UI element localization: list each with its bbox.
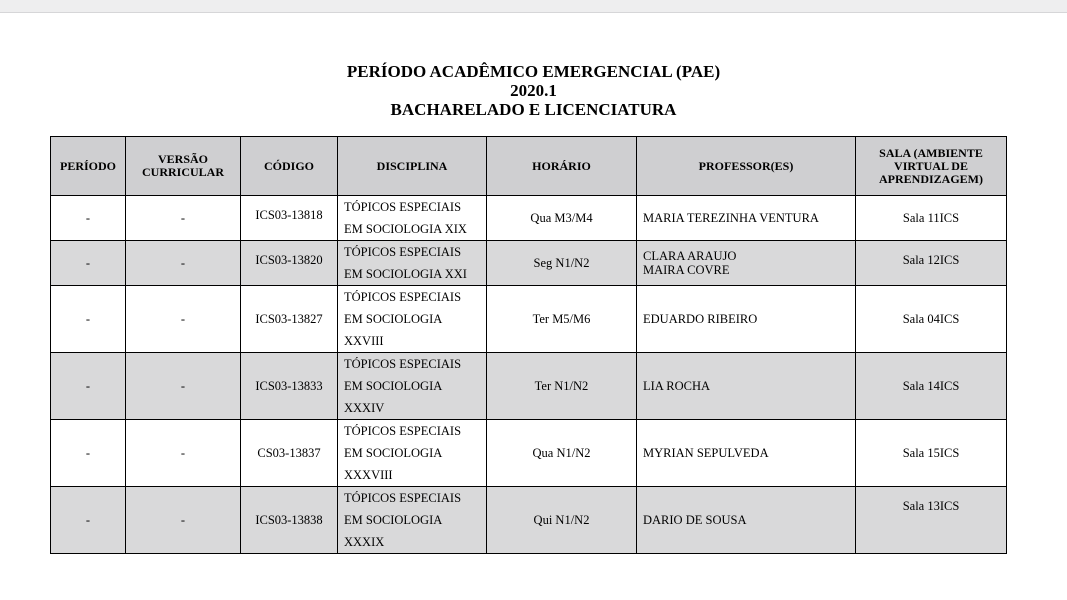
cell-professor — [637, 241, 856, 286]
cell-periodo: - — [51, 196, 126, 241]
cell-sala: Sala 11ICS — [856, 196, 1007, 241]
disciplina-line: TÓPICOS ESPECIAIS — [344, 357, 462, 371]
table-row — [51, 420, 1007, 487]
disciplina-line: XXXIX — [344, 535, 385, 549]
cell-codigo: ICS03-13838 — [241, 487, 338, 554]
disciplina-line: EM SOCIOLOGIA — [344, 379, 443, 393]
disciplina-line: EM SOCIOLOGIA — [344, 513, 443, 527]
cell-horario: Qua N1/N2 — [487, 420, 637, 487]
professor-name: MARIA TEREZINHA VENTURA — [643, 211, 819, 225]
professor-name: CLARA ARAUJO — [643, 249, 737, 263]
professor-name: DARIO DE SOUSA — [643, 513, 747, 527]
disciplina-line: TÓPICOS ESPECIAIS — [344, 200, 462, 214]
professor-name: MYRIAN SEPULVEDA — [643, 446, 769, 460]
cell-horario: Ter N1/N2 — [487, 353, 637, 420]
disciplina-line: EM SOCIOLOGIA XIX — [344, 222, 467, 236]
document-subtitle: BACHARELADO E LICENCIATURA — [390, 100, 677, 119]
document-header — [0, 62, 1067, 119]
table-row — [51, 241, 1007, 286]
professor-name: EDUARDO RIBEIRO — [643, 312, 758, 326]
cell-horario: Qua M3/M4 — [487, 196, 637, 241]
col-header-periodo: PERÍODO — [51, 137, 126, 196]
document-title: PERÍODO ACADÊMICO EMERGENCIAL (PAE) — [346, 62, 721, 81]
disciplina-line: TÓPICOS ESPECIAIS — [344, 245, 462, 259]
cell-sala: Sala 13ICS — [856, 487, 1007, 554]
cell-professor — [637, 286, 856, 353]
cell-disciplina — [338, 241, 487, 286]
cell-codigo: ICS03-13818 — [241, 196, 338, 241]
cell-sala: Sala 12ICS — [856, 241, 1007, 286]
cell-disciplina — [338, 420, 487, 487]
professor-name: MAIRA COVRE — [643, 263, 730, 277]
cell-professor — [637, 420, 856, 487]
col-header-professor: PROFESSOR(ES) — [637, 137, 856, 196]
cell-periodo: - — [51, 353, 126, 420]
col-header-sala: SALA (AMBIENTE VIRTUAL DE APRENDIZAGEM) — [856, 137, 1007, 196]
cell-versao: - — [126, 196, 241, 241]
disciplina-line: EM SOCIOLOGIA — [344, 312, 443, 326]
cell-periodo: - — [51, 286, 126, 353]
table-row — [51, 286, 1007, 353]
cell-sala: Sala 15ICS — [856, 420, 1007, 487]
cell-periodo: - — [51, 487, 126, 554]
cell-professor — [637, 353, 856, 420]
col-header-disciplina: DISCIPLINA — [338, 137, 487, 196]
document-year: 2020.1 — [510, 81, 557, 100]
cell-versao: - — [126, 420, 241, 487]
cell-codigo: ICS03-13827 — [241, 286, 338, 353]
cell-professor — [637, 196, 856, 241]
disciplina-line: EM SOCIOLOGIA — [344, 446, 443, 460]
cell-periodo: - — [51, 241, 126, 286]
cell-versao: - — [126, 487, 241, 554]
viewer-toolbar — [0, 0, 1067, 13]
cell-codigo: ICS03-13833 — [241, 353, 338, 420]
table-row — [51, 196, 1007, 241]
cell-disciplina — [338, 353, 487, 420]
table-header-row — [51, 137, 1007, 196]
cell-versao: - — [126, 353, 241, 420]
disciplina-line: XXXVIII — [344, 468, 393, 482]
cell-disciplina — [338, 487, 487, 554]
cell-horario: Seg N1/N2 — [487, 241, 637, 286]
cell-versao: - — [126, 241, 241, 286]
disciplina-line: XXXIV — [344, 401, 385, 415]
disciplina-line: TÓPICOS ESPECIAIS — [344, 424, 462, 438]
cell-codigo: CS03-13837 — [241, 420, 338, 487]
cell-disciplina — [338, 286, 487, 353]
col-header-versao: VERSÃO CURRICULAR — [126, 137, 241, 196]
disciplina-line: XXVIII — [344, 334, 384, 348]
cell-codigo: ICS03-13820 — [241, 241, 338, 286]
col-header-codigo: CÓDIGO — [241, 137, 338, 196]
schedule-table — [50, 136, 1007, 554]
disciplina-line: EM SOCIOLOGIA XXI — [344, 267, 467, 281]
table-row — [51, 487, 1007, 554]
cell-horario: Ter M5/M6 — [487, 286, 637, 353]
cell-versao: - — [126, 286, 241, 353]
cell-horario: Qui N1/N2 — [487, 487, 637, 554]
cell-periodo: - — [51, 420, 126, 487]
disciplina-line: TÓPICOS ESPECIAIS — [344, 491, 462, 505]
table-row — [51, 353, 1007, 420]
professor-name: LIA ROCHA — [643, 379, 711, 393]
cell-sala: Sala 14ICS — [856, 353, 1007, 420]
cell-professor — [637, 487, 856, 554]
cell-sala: Sala 04ICS — [856, 286, 1007, 353]
col-header-horario: HORÁRIO — [487, 137, 637, 196]
cell-disciplina — [338, 196, 487, 241]
disciplina-line: TÓPICOS ESPECIAIS — [344, 290, 462, 304]
